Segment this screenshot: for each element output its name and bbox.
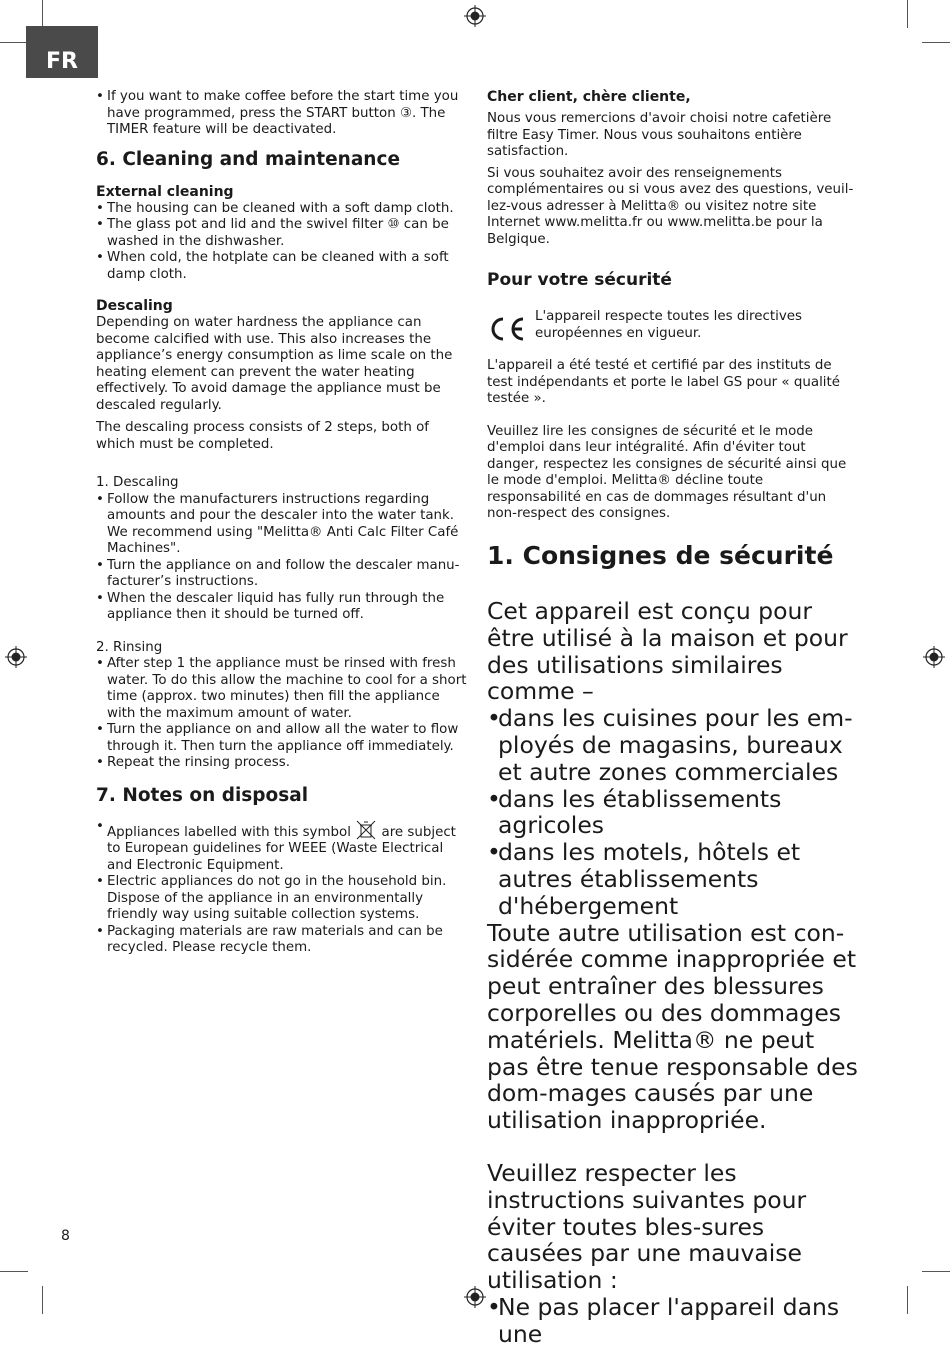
step-title-descaling: 1. Descaling	[96, 475, 179, 490]
left-column	[96, 89, 468, 957]
crop-mark	[922, 1271, 950, 1272]
instructions-list	[487, 1294, 863, 1348]
list-item: • dans les établissements agricoles	[487, 786, 863, 840]
paragraph: Si vous souhaitez avoir des renseignements complémentaires ou si vous avez des questions, veuil-lez-vous adresser à Melitta® ou visitez notre site Internet www.melitta.fr ou www.melitta.be pour la Belgique.	[487, 165, 854, 247]
ce-mark-icon	[487, 316, 527, 342]
list-item	[96, 819, 468, 875]
crossed-bin-icon	[355, 819, 377, 841]
section-title-cleaning: 6. Cleaning and maintenance	[96, 148, 400, 170]
paragraph: The descaling process consists of 2 steps, both of which must be completed.	[96, 420, 430, 452]
crop-mark	[922, 42, 950, 43]
crop-mark	[907, 0, 908, 28]
paragraph: Depending on water hardness the appliance can become calcified with use. This also increases the appliance’s energy consumption as lime scale on the heating element can prevent the water heating effectively. To avoid damage the appliance must be descaled regularly.	[96, 315, 453, 413]
list-item: • Packaging materials are raw materials and can be recycled. Please recycle them.	[96, 924, 468, 957]
list-item: • Repeat the rinsing process.	[96, 755, 468, 772]
descaling-steps-list	[96, 492, 468, 624]
disposal-text-b: are subject to European guidelines for WEEE (Waste Electrical and Electronic Equipment.	[107, 824, 456, 873]
crop-mark	[42, 0, 43, 28]
list-item: • dans les cuisines pour les em-ployés de magasins, bureaux et autre zones commerciales	[487, 705, 863, 785]
crop-mark	[0, 1271, 28, 1272]
list-item: • Follow the manufacturers instructions regarding amounts and pour the descaler into the water tank. We recommend using "Melitta® Anti Calc Filter Café Machines".	[96, 492, 468, 558]
list-item: • When cold, the hotplate can be cleaned with a soft damp cloth.	[96, 250, 468, 283]
list-item: • Turn the appliance on and follow the descaler manu-facturer’s instructions.	[96, 558, 468, 591]
page-number: 8	[61, 1228, 70, 1244]
registration-mark-icon	[923, 646, 945, 668]
section-title-disposal: 7. Notes on disposal	[96, 784, 309, 806]
list-item: • Turn the appliance on and allow all the water to flow through it. Then turn the appliance off immediately.	[96, 722, 468, 755]
section-title-safety: Pour votre sécurité	[487, 270, 672, 290]
registration-mark-icon	[5, 646, 27, 668]
list-item: • When the descaler liquid has fully run through the appliance then it should be turned off.	[96, 591, 468, 624]
crop-mark	[0, 42, 28, 43]
greeting: Cher client, chère cliente,	[487, 89, 691, 105]
section-title-safety-instructions: 1. Consignes de sécurité	[487, 541, 834, 570]
crop-mark	[42, 1286, 43, 1314]
paragraph: L'appareil a été testé et certifié par des instituts de test indépendants et porte le label GS pour « qualité testée ».	[487, 358, 841, 406]
language-tab: FR	[26, 26, 98, 78]
list-item: • If you want to make coffee before the start time you have programmed, press the START button ③. The TIMER feature will be deactivated.	[96, 89, 468, 139]
paragraph: Veuillez respecter les instructions suivantes pour éviter toutes bles-sures causées par une mauvaise utilisation :	[487, 1158, 807, 1295]
rinsing-steps-list	[96, 656, 468, 772]
list-item: • After step 1 the appliance must be rinsed with fresh water. To do this allow the machine to cool for a short time (approx. two minutes) then fill the appliance with the maximum amount of water.	[96, 656, 468, 722]
registration-mark-icon	[464, 5, 486, 27]
list-item: • dans les motels, hôtels et autres établissements d'hébergement	[487, 839, 863, 919]
ce-text: L'appareil respecte toutes les directives européennes en vigueur.	[535, 309, 802, 341]
external-cleaning-list	[96, 201, 468, 284]
list-item: • Ne pas placer l'appareil dans une	[487, 1294, 863, 1348]
list-item: • The glass pot and lid and the swivel filter ⑩ can be washed in the dishwasher.	[96, 217, 468, 250]
intro-list	[96, 89, 468, 139]
large-text-block	[487, 598, 863, 1348]
paragraph: Cet appareil est conçu pour être utilisé à la maison et pour des utilisations similaires comme –	[487, 597, 848, 706]
list-item: • Electric appliances do not go in the household bin. Dispose of the appliance in an environmentally friendly way using suitable collection systems.	[96, 874, 468, 924]
disposal-list	[96, 819, 468, 957]
list-item: • The housing can be cleaned with a soft damp cloth.	[96, 201, 468, 218]
step-title-rinsing: 2. Rinsing	[96, 639, 163, 655]
subheading-descaling: Descaling	[96, 298, 173, 314]
paragraph: Nous vous remercions d'avoir choisi notre cafetière filtre Easy Timer. Nous vous souhaitons entière satisfaction.	[487, 111, 832, 159]
paragraph: Toute autre utilisation est con-sidérée comme inappropriée et peut entraîner des blessures corporelles ou des dommages matériels. Melitta® ne peut pas être tenue responsable des dom-mages causés par une utilisation inappropriée.	[487, 918, 858, 1135]
registration-mark-icon	[464, 1286, 486, 1308]
subheading-external-cleaning: External cleaning	[96, 183, 234, 200]
usage-list	[487, 705, 863, 919]
disposal-text-a: Appliances labelled with this symbol	[107, 824, 351, 840]
crop-mark	[907, 1286, 908, 1314]
paragraph: Veuillez lire les consignes de sécurité et le mode d'emploi dans leur intégralité. Afin d'éviter tout danger, respectez les consignes de sécurité ainsi que le mode d'emploi. Melitta® décline toute responsabilité en cas de dommages résultant d'un non-respect des consignes.	[487, 423, 847, 521]
right-column	[487, 89, 855, 523]
